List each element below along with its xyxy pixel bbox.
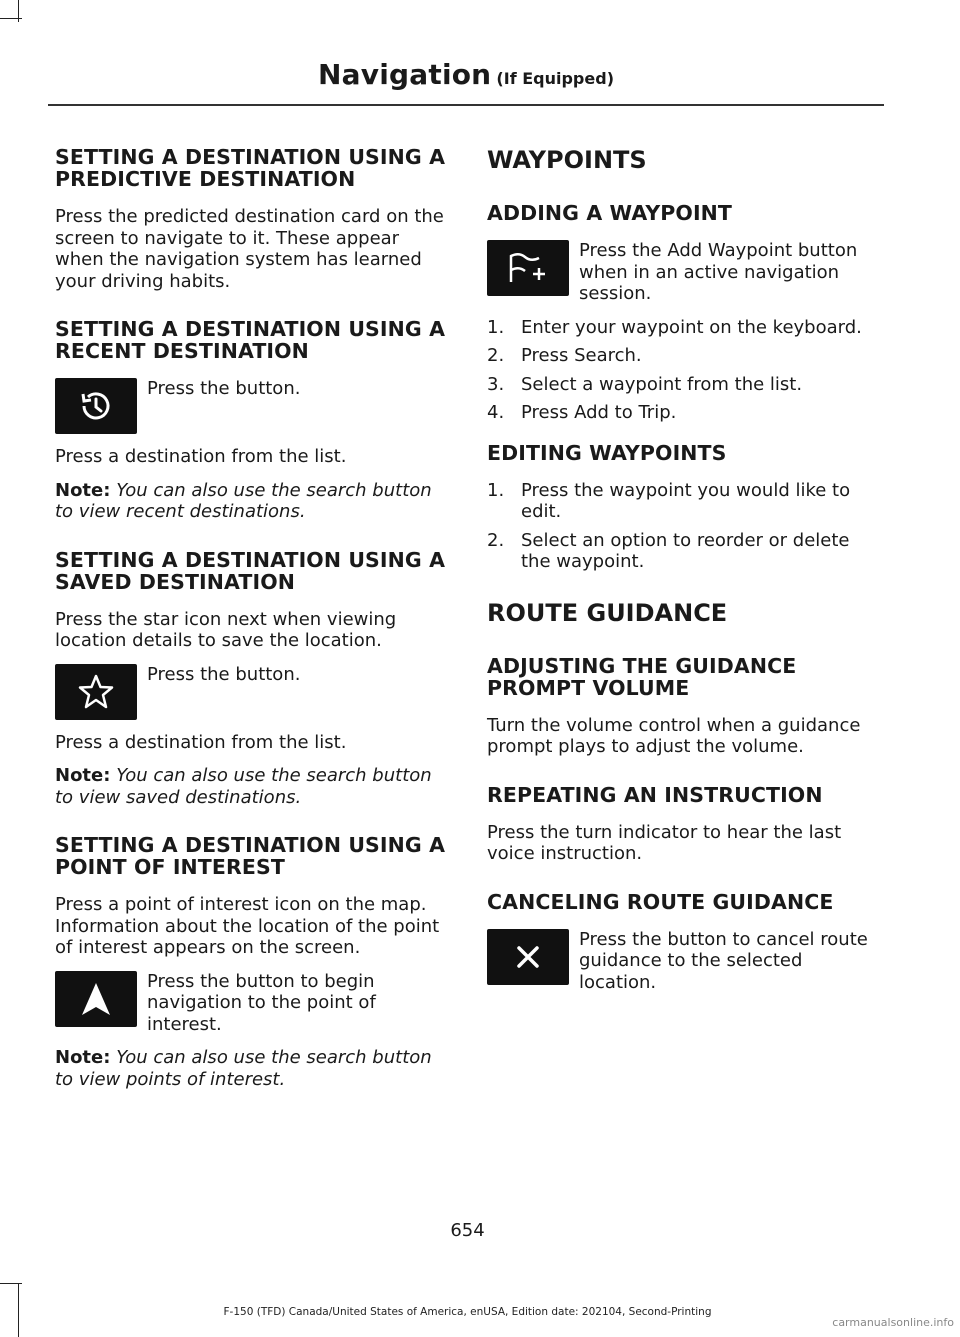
note-text: You can also use the search button to view saved destinations. [55,765,432,808]
route-guidance-title: ROUTE GUIDANCE [487,598,728,627]
section-heading-saved: SETTING A DESTINATION USING A SAVED DESTINATION [55,547,446,594]
page-header [48,58,884,91]
list-item: 2. Press Search. [487,345,642,366]
section-heading-adding: ADDING A WAYPOINT [487,201,733,225]
note-text: You can also use the search button to view points of interest. [55,1047,432,1090]
section-body-predictive: Press the predicted destination card on the screen to navigate to it. These appear when the navigation system has learned your driving habits. [55,206,444,292]
section-heading-volume: ADJUSTING THE GUIDANCE PROMPT VOLUME [487,653,797,700]
after-text-saved: Press a destination from the list. [55,731,347,753]
section-body-repeat: Press the turn indicator to hear the last voice instruction. [487,821,842,864]
section-heading-recent: SETTING A DESTINATION USING A RECENT DESTINATION [55,317,446,363]
icon-text-add-waypoint: Press the Add Waypoint button when in an active navigation session. [579,240,858,304]
page-number: 654 [450,1220,485,1241]
list-item: 3. Select a waypoint from the list. [487,373,803,395]
navigation-arrow-icon [55,971,137,1027]
watermark: carmanualsonline.info [832,1316,954,1329]
icon-row-saved [55,664,447,720]
waypoints-title: WAYPOINTS [487,146,647,174]
right-column [487,146,879,1005]
icon-text-saved: Press the button. [147,663,301,685]
left-column [55,146,447,1102]
star-icon [55,664,137,720]
list-item: 1. Press the waypoint you would like to edit. [487,479,851,522]
adding-steps [487,317,879,424]
header-rule [48,104,884,106]
section-body-saved: Press the star icon next when viewing location details to save the location. [55,608,397,651]
note-saved [55,765,447,808]
note-recent [55,480,447,523]
list-item: 4. Press Add to Trip. [487,402,677,423]
icon-text-recent: Press the button. [147,378,301,399]
note-label: Note: [55,479,111,501]
list-item: 1. Enter your waypoint on the keyboard. [487,316,862,338]
note-label: Note: [55,765,111,786]
icon-row-add-waypoint [487,240,879,305]
crop-mark-bottom-left-h [0,1283,22,1284]
icon-text-cancel: Press the button to cancel route guidance to the selected location. [579,928,868,993]
section-heading-repeat: REPEATING AN INSTRUCTION [487,782,823,807]
section-heading-cancel: CANCELING ROUTE GUIDANCE [487,889,834,914]
header-title: Navigation [318,58,492,91]
section-body-volume: Turn the volume control when a guidance prompt plays to adjust the volume. [487,714,861,757]
icon-row-recent [55,378,447,434]
list-item: 2. Select an option to reorder or delete the waypoint. [487,529,850,572]
crop-mark-top-left-h [0,18,22,19]
after-text-recent: Press a destination from the list. [55,446,347,467]
note-text: You can also use the search button to view recent destinations. [55,479,432,522]
header-qualifier: (If Equipped) [496,69,614,88]
section-heading-predictive: SETTING A DESTINATION USING A PREDICTIVE DESTINATION [55,145,446,191]
editing-steps [487,480,879,573]
section-heading-poi: SETTING A DESTINATION USING A POINT OF INTEREST [55,833,446,879]
add-waypoint-icon [487,240,569,296]
note-label: Note: [55,1047,111,1068]
recent-history-icon [55,378,137,434]
icon-row-cancel [487,929,879,994]
section-body-poi: Press a point of interest icon on the map. Information about the location of the point of interest appears on the screen. [55,894,440,958]
section-heading-editing: EDITING WAYPOINTS [487,440,727,465]
note-poi [55,1047,447,1090]
icon-row-poi [55,971,447,1036]
icon-text-poi: Press the button to begin navigation to the point of interest. [147,970,376,1035]
footer-text: F-150 (TFD) Canada/United States of America, enUSA, Edition date: 202104, Second-Printing [223,1306,712,1318]
close-icon [487,929,569,985]
